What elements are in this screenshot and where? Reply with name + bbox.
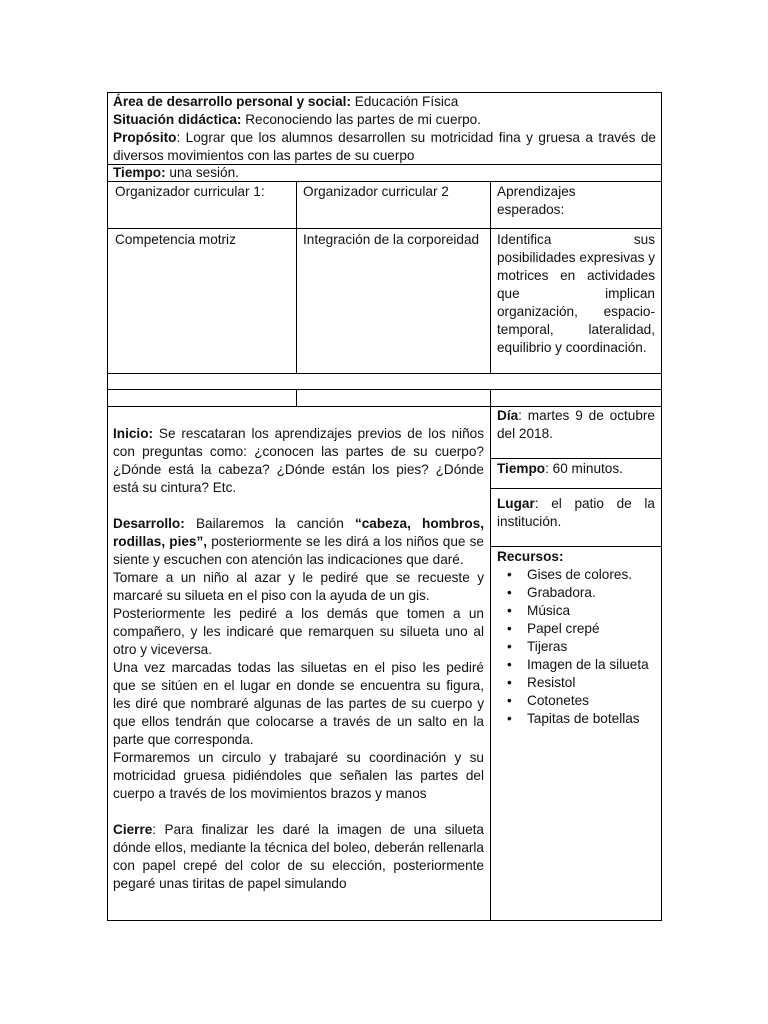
desarrollo-paragraph [113,515,484,569]
col-divider-1-lower [296,389,297,406]
cierre-paragraph [113,821,484,893]
rule-side-tiempo [490,488,662,489]
org2-text: Integración de la corporeidad [303,232,480,247]
posteriormente-paragraph: Posteriormente les pediré a los demás que tomen a un compañero, y les indicaré que remarquen su silueta uno al otro y viceversa. [113,606,484,657]
recursos-label: Recursos: [497,549,564,564]
lugar-cell [497,495,655,531]
situacion-line [113,111,656,129]
rule-after-column-headers [107,228,662,229]
recursos-list [497,566,655,728]
org2-value [303,231,485,249]
list-item: • Tapitas de botellas [527,710,655,728]
proposito-label: Propósito [113,130,177,145]
una-vez-paragraph: Una vez marcadas todas las siluetas en el piso les pediré que se sitúen en el lugar en donde se encuentra su figura, les diré que nombraré algunas de las partes de su cuerpo y que ellos tendrán que colocarse a través de un salto en la parte que corresponda. [113,660,484,747]
rule-side-dia [490,458,662,459]
col-divider-1 [296,181,297,373]
tiempo-row [113,164,656,182]
list-item: • Cotonetes [527,692,655,710]
list-item: • Resistol [527,674,655,692]
list-item: • Imagen de la silueta [527,656,655,674]
recursos-cell [497,548,655,728]
list-item: • Música [527,602,655,620]
aprendizajes-value: Identifica sus posibilidades expresivas y motrices en actividades que implican organización, espacio-temporal, lateralidad, equilibrio y coordinación. [497,232,655,355]
desarrollo-label: Desarrollo: [113,516,185,531]
list-item: • Tijeras [527,638,655,656]
desarrollo-pre: Bailaremos la canción [184,516,355,531]
org1-value: Competencia motriz [115,232,236,247]
side-tiempo-value: : 60 minutos. [545,461,623,476]
rule-after-content-row [107,373,662,374]
header-block [113,93,656,165]
desarrollo-post: posteriormente se les dirá a los niños que se siente y escuchen con atención las indicaciones que daré. [113,534,484,567]
cierre-label: Cierre [113,822,153,837]
org1-header: Organizador curricular 1: [115,184,265,199]
col-divider-2 [490,181,491,373]
dia-cell [497,407,655,443]
song-title: “cabeza, hombros, rodillas, pies”, [113,516,484,549]
tiempo-label: Tiempo: [113,165,166,180]
area-label: Área de desarrollo personal y social: [113,94,351,109]
tomare-paragraph: Tomare a un niño al azar y le pediré que se recueste y marcaré su silueta en el piso con la ayuda de un gis. [113,570,484,603]
lugar-value: : el patio de la institución. [497,496,655,529]
list-item: • Grabadora. [527,584,655,602]
side-tiempo-cell [497,460,655,478]
proposito-line [113,129,656,165]
inicio-text: Se rescataran los aprendizajes previos de los niños con preguntas como: ¿conocen las partes de su cuerpo? ¿Dónde está la cabeza? ¿Dónde están los pies? ¿Dónde está su cintura? Etc. [113,426,484,495]
activities-block [113,425,484,893]
rule-empty-row-1 [107,389,662,390]
situacion-value: Reconociendo las partes de mi cuerpo. [245,112,481,127]
proposito-value: : Lograr que los alumnos desarrollen su motricidad fina y gruesa a través de diversos movimientos con las partes de su cuerpo [113,130,656,163]
area-value: Educación Física [354,94,459,109]
formaremos-paragraph: Formaremos un circulo y trabajaré su coordinación y su motricidad gruesa pidiéndoles que señalen las partes del cuerpo a través de los movimientos brazos y manos [113,750,484,801]
cierre-text: : Para finalizar les daré la imagen de una silueta dónde ellos, mediante la técnica del boleo, deberán rellenarla con papel crepé del color de su elección, posteriormente pegaré unas tiritas de papel simulando [113,822,484,891]
list-item: • Gises de colores. [527,566,655,584]
lugar-label: Lugar [497,496,535,511]
rule-side-lugar [490,546,662,547]
aprendizajes-header: Aprendizajes esperados: [497,184,576,217]
side-tiempo-label: Tiempo [497,461,546,476]
tiempo-value: una sesión. [169,165,239,180]
inicio-label: Inicio: [113,426,154,441]
dia-label: Día [497,408,519,423]
inicio-paragraph [113,425,484,497]
situacion-label: Situación didáctica: [113,112,242,127]
list-item: • Papel crepé [527,620,655,638]
dia-value: : martes 9 de octubre del 2018. [497,408,655,441]
org2-header: Organizador curricular 2 [303,184,449,199]
col-divider-2-lower [490,389,491,921]
area-line [113,93,656,111]
